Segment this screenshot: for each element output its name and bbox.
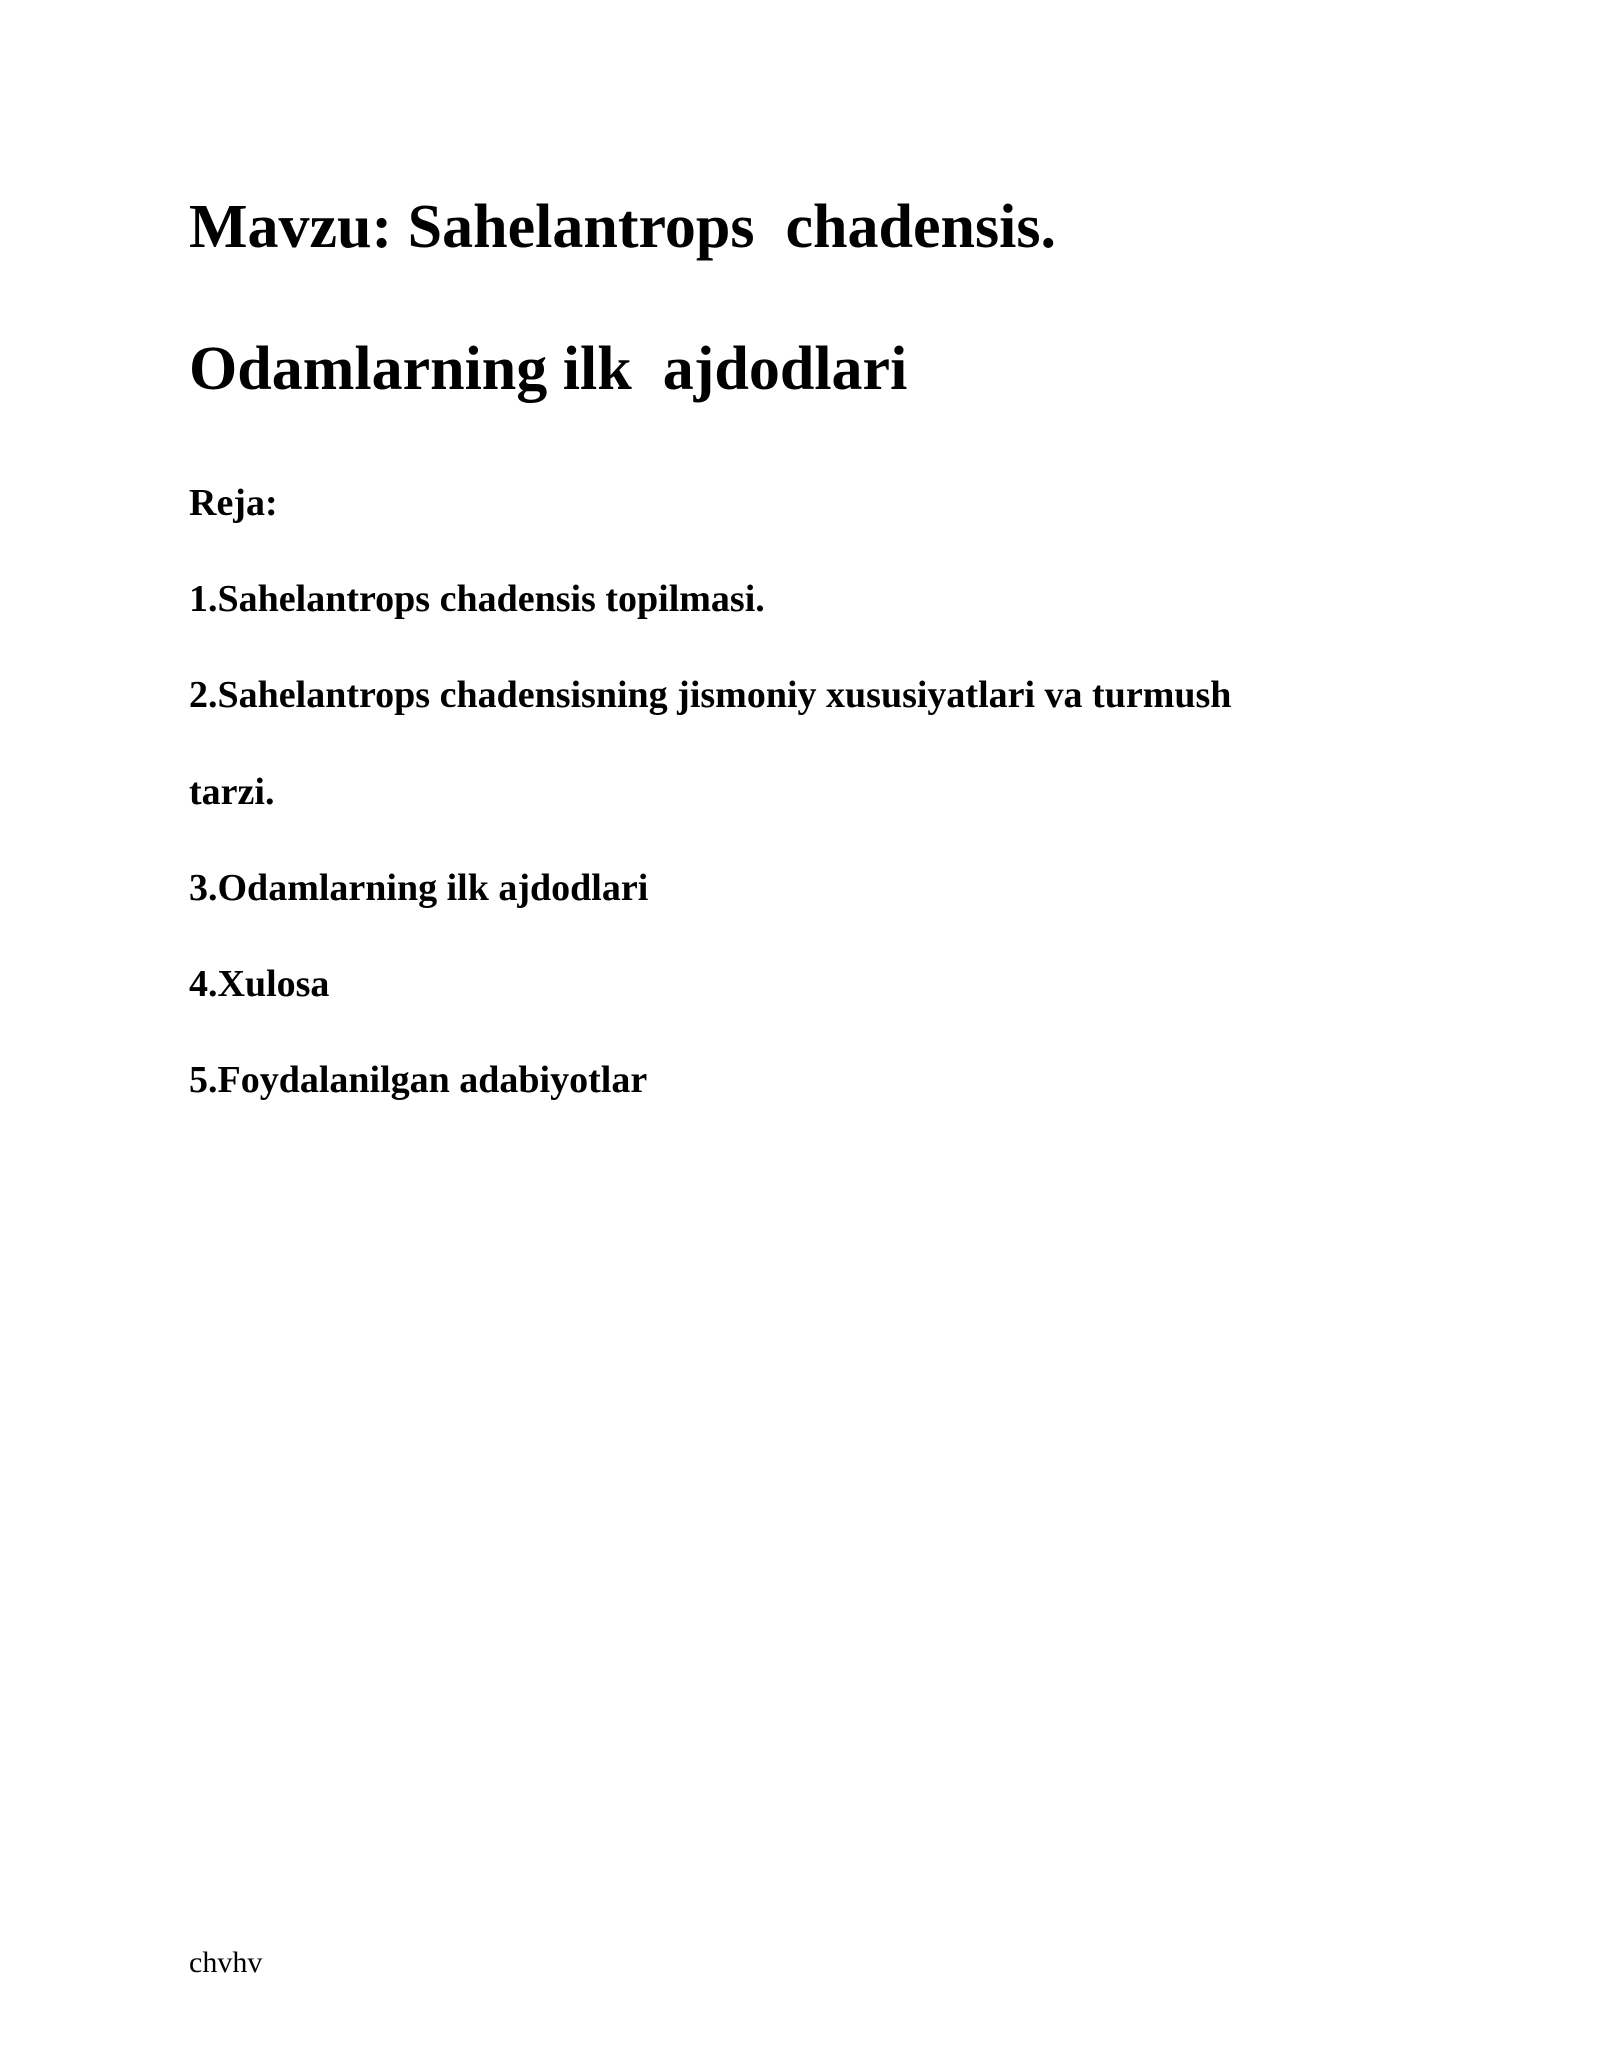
plan-item-2-continuation: tarzi. xyxy=(189,771,275,813)
plan-item-5: 5.Foydalanilgan adabiyotlar xyxy=(189,1059,648,1101)
plan-item-1: 1.Sahelantrops chadensis topilmasi. xyxy=(189,578,765,620)
page-footer-text: chvhv xyxy=(189,1946,263,1979)
plan-item-4: 4.Xulosa xyxy=(189,963,330,1005)
title-line-1: Mavzu: Sahelantrops chadensis. xyxy=(189,193,1056,261)
title-line-2: Odamlarning ilk ajdodlari xyxy=(189,335,908,403)
plan-heading: Reja: xyxy=(189,482,278,524)
plan-item-2: 2.Sahelantrops chadensisning jismoniy xususiyatlari va turmush xyxy=(189,674,1232,716)
plan-item-3: 3.Odamlarning ilk ajdodlari xyxy=(189,867,649,909)
